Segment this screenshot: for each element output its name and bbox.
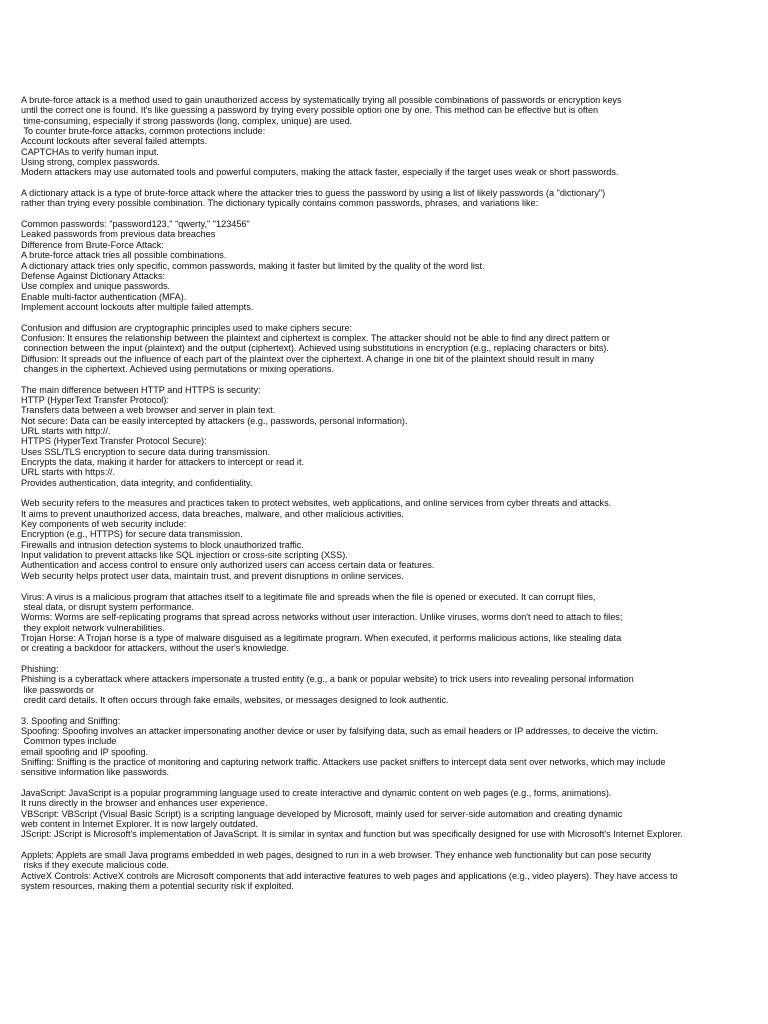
text-line: Common passwords: "password123," "qwerty," "123456" [21,219,250,230]
text-line: To counter brute-force attacks, common protections include: [21,126,266,137]
paragraph [21,95,761,178]
text-line [21,209,761,219]
paragraph [21,716,761,778]
paragraph [21,850,761,891]
text-line: Transfers data between a web browser and server in plain text. [21,405,276,416]
text-line: Enable multi-factor authentication (MFA). [21,291,187,302]
paragraph [21,323,761,375]
text-line: Modern attackers may use automated tools and powerful computers, making the attack faster, especially if the target uses weak or short passwords. [21,167,619,178]
text-line: risks if they execute malicious code. [21,860,170,871]
text-line: Not secure: Data can be easily intercepted by attackers (e.g., passwords, personal information). [21,415,408,426]
text-line: Input validation to prevent attacks like SQL injection or cross-site scripting (XSS). [21,550,348,561]
text-line: CAPTCHAs to verify human input. [21,146,159,157]
paragraph [21,385,761,488]
paragraph [21,188,761,312]
text-line: URL starts with http://. [21,426,111,436]
text-line: Phishing: [21,663,59,674]
text-line: connection between the input (plaintext) and the output (ciphertext). Achieved using substitutions in encryption (e.g., replacing characters or bits). [21,343,609,354]
paragraph [21,592,761,654]
text-line: URL starts with https://. [21,467,115,478]
text-line: A brute-force attack is a method used to gain unauthorized access by systematically trying all possible combinations of passwords or encryption keys [21,95,622,105]
text-line: The main difference between HTTP and HTTPS is security: [21,384,261,395]
text-line: Confusion and diffusion are cryptographic principles used to make ciphers secure: [21,322,353,333]
text-line: Web security refers to the measures and practices taken to protect websites, web applications, and online services from cyber threats and attacks. [21,498,612,509]
document-body [21,95,761,902]
text-line: A brute-force attack tries all possible combinations. [21,250,227,261]
text-line: until the correct one is found. It's like guessing a password by trying every possible option one by one. This method can be effective but is often [21,105,599,116]
text-line: ActiveX Controls: ActiveX controls are Microsoft components that add interactive features to web pages and applications (e.g., video players). They have access to [21,870,678,881]
text-line: web content in Internet Explorer. It is now largely outdated. [21,819,258,830]
text-line: JavaScript: JavaScript is a popular programming language used to create interactive and dynamic content on web pages (e.g., forms, animations). [21,788,612,799]
text-line: Confusion: It ensures the relationship between the plaintext and ciphertext is complex. The attacker should not be able to find any direct pattern or [21,332,610,343]
text-line: Authentication and access control to ensure only authorized users can access certain data or features. [21,560,435,571]
text-line: 3. Spoofing and Sniffing: [21,715,121,726]
text-line: email spoofing and IP spoofing. [21,746,149,757]
text-line: rather than trying every possible combination. The dictionary typically contains common passwords, phrases, and variations like: [21,198,539,209]
text-line: A dictionary attack is a type of brute-force attack where the attacker tries to guess the password by using a list of likely passwords (a "dictionary") [21,188,606,199]
text-line: Diffusion: It spreads out the influence of each part of the plaintext over the ciphertext. A change in one bit of the plaintext should result in many [21,353,595,364]
text-line: Trojan Horse: A Trojan horse is a type of malware disguised as a legitimate program. When executed, it performs malicious actions, like stealing data [21,632,622,643]
text-line: Firewalls and intrusion detection systems to block unauthorized traffic. [21,539,304,550]
paragraph [21,788,761,840]
text-line: Web security helps protect user data, maintain trust, and prevent disruptions in online services. [21,570,404,581]
text-line: sensitive information like passwords. [21,767,170,778]
text-line: Leaked passwords from previous data breaches [21,229,216,240]
text-line: they exploit network vulnerabilities. [21,622,165,633]
text-line: HTTPS (HyperText Transfer Protocol Secure): [21,436,207,447]
text-line: changes in the ciphertext. Achieved using permutations or mixing operations. [21,363,334,374]
text-line: system resources, making them a potential security risk if exploited. [21,881,294,892]
text-line: steal data, or disrupt system performance. [21,601,194,612]
text-line: Key components of web security include: [21,519,187,530]
text-line: HTTP (HyperText Transfer Protocol): [21,394,169,405]
text-line: It runs directly in the browser and enhances user experience. [21,798,268,809]
text-line: Defense Against Dictionary Attacks: [21,270,166,281]
paragraph [21,664,761,705]
text-line: A dictionary attack tries only specific, common passwords, making it faster but limited by the quality of the word list. [21,260,485,271]
text-line: credit card details. It often occurs through fake emails, websites, or messages designed to look authentic. [21,694,449,705]
text-line: Common types include [21,736,117,747]
text-line: Uses SSL/TLS encryption to secure data during transmission. [21,446,271,457]
text-line: Account lockouts after several failed attempts. [21,136,208,147]
text-line: VBScript: VBScript (Visual Basic Script) is a scripting language developed by Microsoft, mainly used for server-side automation and creating dynamic [21,808,623,819]
text-line: Worms: Worms are self-replicating programs that spread across networks without user interaction. Unlike viruses, worms don't need to attach to files; [21,612,623,623]
text-line: Using strong, complex passwords. [21,157,160,168]
text-line: Provides authentication, data integrity, and confidentiality. [21,477,253,488]
text-line: or creating a backdoor for attackers, without the user's knowledge. [21,643,290,654]
text-line: Phishing is a cyberattack where attackers impersonate a trusted entity (e.g., a bank or popular website) to trick users into revealing personal information [21,674,634,685]
text-line: Encryption (e.g., HTTPS) for secure data transmission. [21,529,243,540]
text-line: Implement account lockouts after multiple failed attempts. [21,301,254,312]
text-line: Spoofing: Spoofing involves an attacker impersonating another device or user by falsifying data, such as email headers or IP addresses, to deceive the victim. [21,725,658,736]
text-line: Applets: Applets are small Java programs embedded in web pages, designed to run in a web browser. They enhance web functionality but can pose security [21,850,652,861]
text-line: It aims to prevent unauthorized access, data breaches, malware, and other malicious activities. [21,508,404,519]
text-line: time-consuming, especially if strong passwords (long, complex, unique) are used. [21,115,353,126]
text-line: Encrypts the data, making it harder for attackers to intercept or read it. [21,457,305,468]
text-line: Virus: A virus is a malicious program that attaches itself to a legitimate file and spreads when the file is opened or executed. It can corrupt files, [21,591,596,602]
text-line: Difference from Brute-Force Attack: [21,239,164,250]
text-line: Use complex and unique passwords. [21,281,171,292]
text-line: Sniffing: Sniffing is the practice of monitoring and capturing network traffic. Attackers use packet sniffers to intercept data sent over networks, which may include [21,757,666,767]
text-line: JScript: JScript is Microsoft's implementation of JavaScript. It is similar in syntax and function but was specifically designed for use with Microsoft's Internet Explorer. [21,829,683,840]
paragraph [21,498,761,581]
text-line: like passwords or [21,684,95,695]
